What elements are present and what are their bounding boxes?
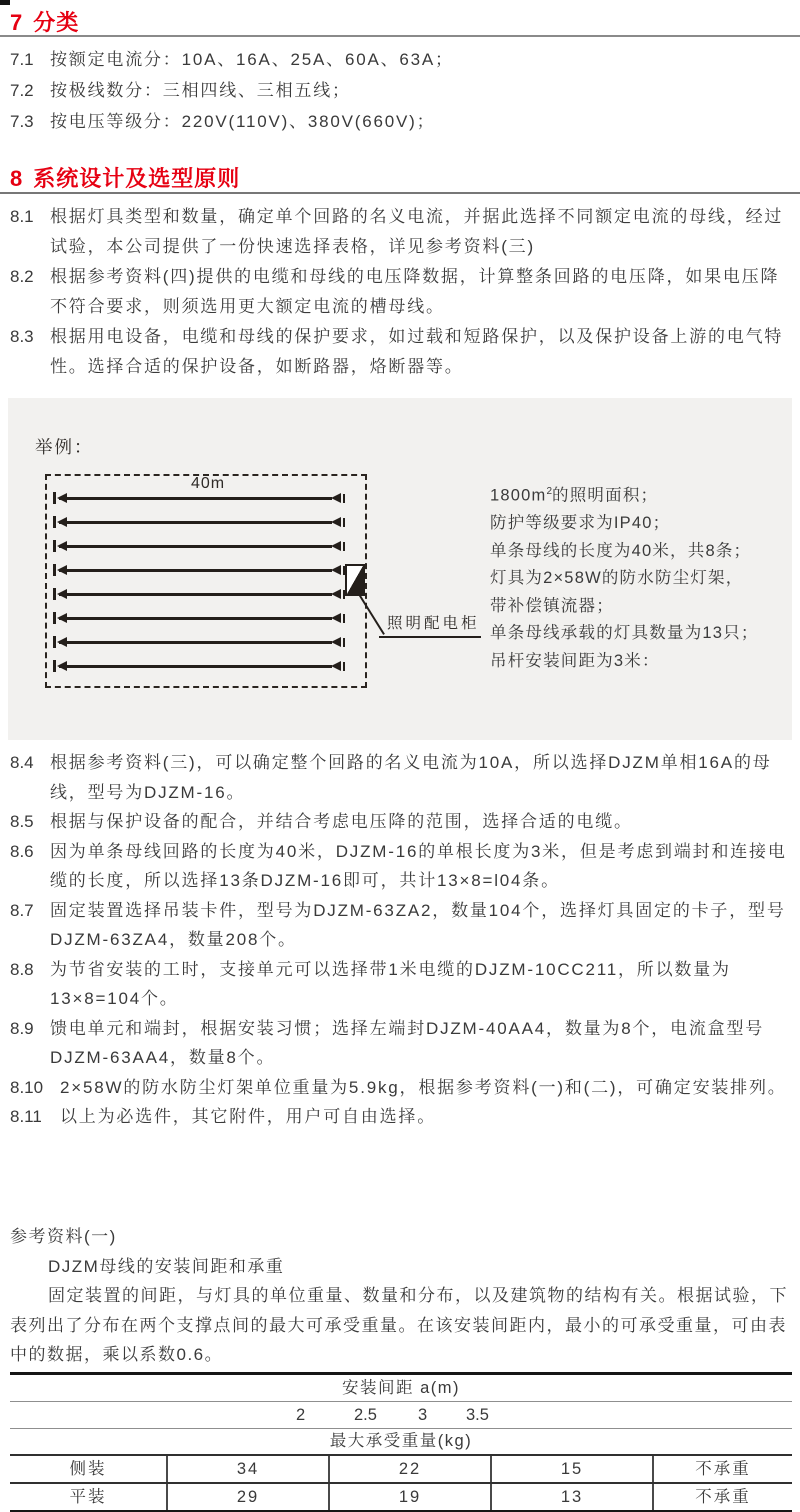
clause-7-3 (10, 106, 794, 137)
row-value: 19 (328, 1484, 490, 1510)
row-value: 不承重 (652, 1484, 792, 1510)
example-spec-line: 防护等级要求为IP40； (490, 514, 671, 532)
clause-text: 根据与保护设备的配合，并结合考虑电压降的范围，选择合适的电缆。 (50, 812, 633, 831)
table-row-spacing-values (10, 1402, 792, 1428)
clause-text: 根据参考资料(四)提供的电缆和母线的电压降数据，计算整条回路的电压降，如果电压降不符合要求，则须选用更大额定电流的槽母线。 (50, 267, 780, 316)
cabinet-label-underline (379, 636, 481, 638)
busbar-length-label: 40m (190, 475, 226, 492)
clause-text: 固定装置选择吊装卡件，型号为DJZM-63ZA2，数量104个，选择灯具固定的卡子，型号DJZM-63ZA4，数量208个。 (50, 900, 786, 949)
example-spec-line: 灯具为2×58W的防水防尘灯架， (490, 569, 744, 587)
section-8-clauses-bottom (10, 748, 794, 1132)
clause-number: 7.3 (10, 112, 34, 131)
row-value: 15 (490, 1456, 652, 1482)
clause-text: 以上为必选件，其它附件，用户可自由选择。 (60, 1107, 436, 1126)
table-row-side-mount (10, 1456, 792, 1482)
page-corner-mark (0, 0, 10, 5)
row-value: 22 (328, 1456, 490, 1482)
busbar-line (53, 492, 345, 504)
clause-8-9 (10, 1014, 794, 1073)
section-7-number: 7 (10, 10, 24, 35)
spacing-value: 2.5 (354, 1406, 377, 1424)
section-7-heading (10, 6, 79, 37)
spec-area-sup: 2 (546, 486, 553, 497)
clause-text: 按极线数分：三相四线、三相五线； (50, 81, 351, 100)
busbar-line (53, 636, 345, 648)
clause-8-4 (10, 748, 794, 807)
example-label: 举例： (35, 437, 94, 457)
clause-number: 8.1 (10, 207, 34, 226)
example-panel (8, 398, 792, 740)
section-7-underline (0, 35, 800, 37)
section-7-clauses (10, 44, 794, 137)
row-label: 平装 (69, 1488, 107, 1506)
busbar-line (53, 612, 345, 624)
clause-8-11 (10, 1102, 794, 1132)
clause-number: 8.11 (10, 1107, 42, 1126)
clause-8-8 (10, 955, 794, 1014)
clause-text: 2×58W的防水防尘灯架单位重量为5.9kg，根据参考资料(一)和(二)，可确定安装排列。 (60, 1077, 787, 1097)
clause-8-1 (10, 202, 794, 262)
mounting-table (10, 1372, 792, 1512)
clause-8-10 (10, 1073, 794, 1103)
row-label: 侧装 (69, 1460, 107, 1478)
floorplan-dashed-outline (45, 474, 367, 688)
clause-8-7 (10, 896, 794, 955)
clause-number: 8.6 (10, 841, 34, 861)
cabinet-label: 照明配电柜 (387, 615, 480, 632)
clause-number: 8.4 (10, 753, 34, 772)
section-8-heading (10, 162, 240, 193)
clause-8-3 (10, 322, 794, 382)
clause-8-5 (10, 807, 794, 837)
example-spec-list (490, 478, 759, 675)
spacing-value: 3.5 (466, 1406, 489, 1424)
table-header-weight: 最大承受重量(kg) (329, 1432, 473, 1450)
busbar-line (53, 540, 345, 552)
example-spec-line: 单条母线的长度为40米，共8条； (490, 541, 752, 560)
clause-number: 8.5 (10, 812, 34, 831)
clause-number: 8.2 (10, 267, 34, 286)
clause-number: 8.9 (10, 1018, 34, 1038)
reference-1-paragraph: 固定装置的间距，与灯具的单位重量、数量和分布，以及建筑物的结构有关。根据试验，下表列出了分布在两个支撑点间的最大可承受重量。在该安装间距内，最小的可承受重量，可由表中的数据，乘以系数0.6。 (10, 1286, 788, 1364)
clause-8-6 (10, 837, 794, 896)
clause-7-1 (10, 44, 794, 75)
clause-number: 8.8 (10, 959, 34, 979)
clause-number: 7.1 (10, 50, 34, 69)
section-8-clauses-top (10, 202, 794, 382)
clause-7-2 (10, 75, 794, 106)
clause-text: 按电压等级分：220V(110V)、380V(660V)； (50, 112, 436, 131)
spec-area-pre: 1800m (490, 486, 547, 505)
busbar-line (53, 660, 345, 672)
section-7-title: 分类 (33, 10, 80, 35)
example-spec-line: 带补偿镇流器； (490, 596, 614, 615)
clause-text: 根据用电设备，电缆和母线的保护要求，如过载和短路保护，以及保护设备上游的电气特性。选择合适的保护设备，如断路器，烙断器等。 (50, 327, 784, 376)
table-row-flat-mount (10, 1484, 792, 1510)
clause-text: 根据灯具类型和数量，确定单个回路的名义电流，并据此选择不同额定电流的母线，经过试验，本公司提供了一份快速选择表格，详见参考资料(三) (50, 207, 784, 256)
clause-text: 根据参考资料(三)，可以确定整个回路的名义电流为10A，所以选择DJZM单相16A的母线，型号为DJZM-16。 (50, 753, 772, 802)
busbar-line (53, 588, 345, 600)
clause-number: 8.7 (10, 900, 34, 920)
clause-number: 8.3 (10, 327, 34, 346)
busbar-line (53, 516, 345, 528)
example-spec-line: 吊杆安装间距为3米： (490, 651, 660, 670)
clause-text: 因为单条母线回路的长度为40米，DJZM-16的单根长度为3米，但是考虑到端封和连接电缆的长度，所以选择13条DJZM-16即可，共计13×8=l04条。 (50, 841, 787, 890)
example-spec-line (490, 478, 759, 510)
row-value: 29 (166, 1484, 328, 1510)
reference-1-title: 参考资料(一) (10, 1227, 117, 1246)
section-8-title: 系统设计及选型原则 (33, 166, 241, 191)
clause-text: 为节省安装的工时，支接单元可以选择带1米电缆的DJZM-10CC211，所以数量为13×8=104个。 (50, 959, 731, 1008)
section-8-underline (0, 192, 800, 194)
clause-number: 7.2 (10, 81, 34, 100)
reference-1-block (10, 1222, 792, 1370)
row-value: 34 (166, 1456, 328, 1482)
spec-area-post: 的照明面积； (552, 486, 659, 505)
table-header-spacing: 安装间距 a(m) (342, 1379, 460, 1397)
clause-text: 按额定电流分：10A、16A、25A、60A、63A； (50, 50, 454, 69)
row-value: 13 (490, 1484, 652, 1510)
spacing-value: 3 (418, 1406, 428, 1424)
section-8-number: 8 (10, 166, 24, 191)
example-spec-line: 单条母线承载的灯具数量为13只； (490, 624, 759, 642)
row-value: 不承重 (652, 1456, 792, 1482)
distribution-cabinet-icon (345, 564, 365, 596)
spacing-value: 2 (296, 1406, 306, 1424)
clause-number: 8.10 (10, 1077, 44, 1097)
clause-8-2 (10, 262, 794, 322)
busbar-line (53, 564, 345, 576)
reference-1-subtitle: DJZM母线的安装间距和承重 (48, 1256, 285, 1276)
clause-text: 馈电单元和端封，根据安装习惯；选择左端封DJZM-40AA4，数量为8个，电流盒型号DJZM-63AA4，数量8个。 (50, 1018, 765, 1067)
